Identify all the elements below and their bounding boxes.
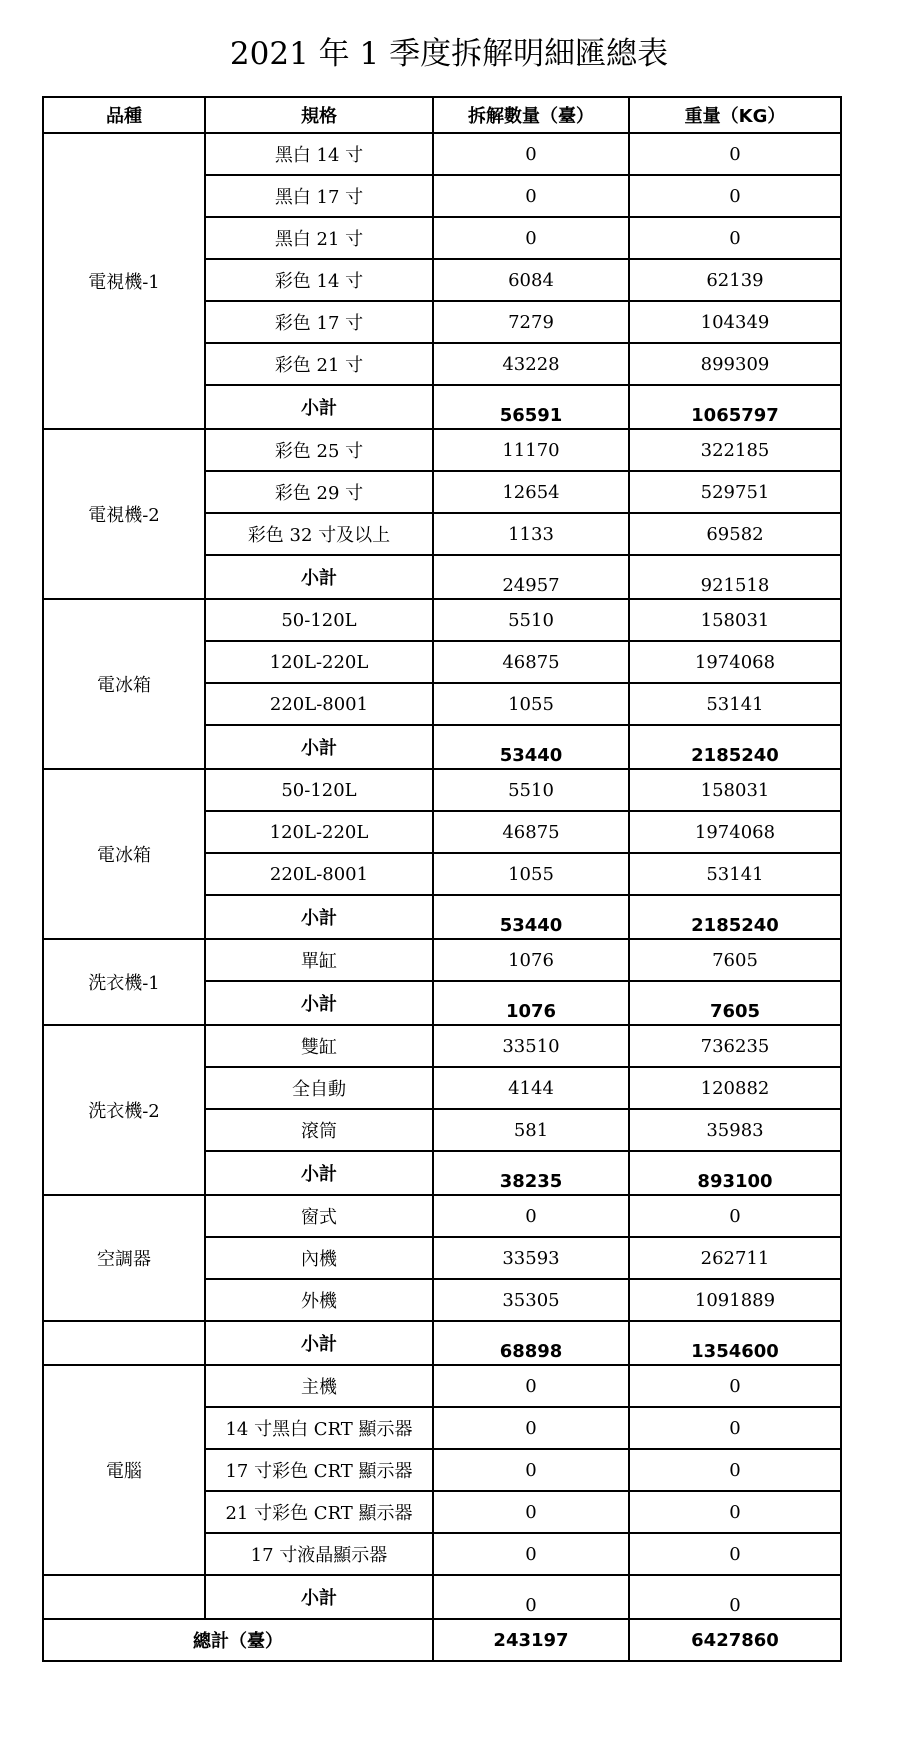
weight-cell: 322185 [629, 429, 841, 471]
spec-cell: 14 寸黑白 CRT 顯示器 [205, 1407, 433, 1449]
spec-cell: 內機 [205, 1237, 433, 1279]
spec-cell: 外機 [205, 1279, 433, 1321]
weight-cell: 0 [629, 133, 841, 175]
weight-cell: 69582 [629, 513, 841, 555]
disassembly-summary-table [42, 96, 842, 1662]
total-label: 總計（臺） [43, 1619, 433, 1661]
spec-cell: 21 寸彩色 CRT 顯示器 [205, 1491, 433, 1533]
spec-cell: 17 寸液晶顯示器 [205, 1533, 433, 1575]
header-quantity: 拆解數量（臺） [433, 97, 629, 133]
quantity-cell: 0 [433, 175, 629, 217]
spec-cell: 單缸 [205, 939, 433, 981]
quantity-cell: 1076 [433, 939, 629, 981]
spec-cell: 220L-8001 [205, 853, 433, 895]
quantity-cell: 33510 [433, 1025, 629, 1067]
subtotal-label: 小計 [205, 981, 433, 1025]
subtotal-label: 小計 [205, 1575, 433, 1619]
quantity-cell: 0 [433, 1365, 629, 1407]
spec-cell: 黑白 14 寸 [205, 133, 433, 175]
quantity-cell: 0 [433, 1491, 629, 1533]
spec-cell: 17 寸彩色 CRT 顯示器 [205, 1449, 433, 1491]
category-cell: 電視機-1 [43, 133, 205, 429]
subtotal-label: 小計 [205, 1321, 433, 1365]
weight-cell: 7605 [629, 939, 841, 981]
spec-cell: 窗式 [205, 1195, 433, 1237]
subtotal-label: 小計 [205, 555, 433, 599]
table-row [43, 429, 841, 471]
category-cell: 電視機-2 [43, 429, 205, 599]
quantity-cell: 7279 [433, 301, 629, 343]
category-cell: 空調器 [43, 1195, 205, 1321]
spec-cell: 雙缸 [205, 1025, 433, 1067]
weight-cell: 262711 [629, 1237, 841, 1279]
category-cell: 洗衣機-1 [43, 939, 205, 1025]
weight-cell: 0 [629, 217, 841, 259]
quantity-cell: 0 [433, 1533, 629, 1575]
quantity-cell: 0 [433, 1407, 629, 1449]
spec-cell: 50-120L [205, 769, 433, 811]
total-quantity: 243197 [433, 1619, 629, 1661]
total-weight: 6427860 [629, 1619, 841, 1661]
subtotal-quantity: 24957 [433, 555, 629, 599]
spec-cell: 彩色 14 寸 [205, 259, 433, 301]
weight-cell: 0 [629, 1365, 841, 1407]
weight-cell: 53141 [629, 853, 841, 895]
subtotal-quantity: 68898 [433, 1321, 629, 1365]
spec-cell: 120L-220L [205, 641, 433, 683]
weight-cell: 53141 [629, 683, 841, 725]
quantity-cell: 46875 [433, 811, 629, 853]
subtotal-quantity: 1076 [433, 981, 629, 1025]
weight-cell: 0 [629, 1533, 841, 1575]
subtotal-weight: 1065797 [629, 385, 841, 429]
table-row [43, 769, 841, 811]
subtotal-quantity: 0 [433, 1575, 629, 1619]
quantity-cell: 0 [433, 1195, 629, 1237]
spec-cell: 彩色 25 寸 [205, 429, 433, 471]
spec-cell: 黑白 21 寸 [205, 217, 433, 259]
weight-cell: 62139 [629, 259, 841, 301]
spec-cell: 彩色 29 寸 [205, 471, 433, 513]
weight-cell: 120882 [629, 1067, 841, 1109]
weight-cell: 0 [629, 175, 841, 217]
subtotal-quantity: 53440 [433, 725, 629, 769]
weight-cell: 529751 [629, 471, 841, 513]
weight-cell: 736235 [629, 1025, 841, 1067]
table-row [43, 939, 841, 981]
table-row [43, 1195, 841, 1237]
spec-cell: 220L-8001 [205, 683, 433, 725]
spec-cell: 120L-220L [205, 811, 433, 853]
subtotal-label: 小計 [205, 1151, 433, 1195]
subtotal-weight: 921518 [629, 555, 841, 599]
quantity-cell: 0 [433, 1449, 629, 1491]
weight-cell: 1974068 [629, 641, 841, 683]
header-row [43, 97, 841, 133]
subtotal-label: 小計 [205, 895, 433, 939]
weight-cell: 0 [629, 1491, 841, 1533]
weight-cell: 0 [629, 1195, 841, 1237]
subtotal-weight: 7605 [629, 981, 841, 1025]
subtotal-weight: 0 [629, 1575, 841, 1619]
table-row [43, 1025, 841, 1067]
weight-cell: 899309 [629, 343, 841, 385]
page-title: 2021 年 1 季度拆解明細匯總表 [229, 36, 669, 72]
table-row [43, 1365, 841, 1407]
table-row [43, 599, 841, 641]
spec-cell: 全自動 [205, 1067, 433, 1109]
total-row [43, 1619, 841, 1661]
subtotal-weight: 893100 [629, 1151, 841, 1195]
quantity-cell: 46875 [433, 641, 629, 683]
weight-cell: 104349 [629, 301, 841, 343]
quantity-cell: 1055 [433, 683, 629, 725]
subtotal-weight: 1354600 [629, 1321, 841, 1365]
quantity-cell: 6084 [433, 259, 629, 301]
spec-cell: 彩色 17 寸 [205, 301, 433, 343]
subtotal-weight: 2185240 [629, 725, 841, 769]
spec-cell: 彩色 21 寸 [205, 343, 433, 385]
header-category: 品種 [43, 97, 205, 133]
spec-cell: 50-120L [205, 599, 433, 641]
quantity-cell: 12654 [433, 471, 629, 513]
subtotal-label: 小計 [205, 385, 433, 429]
quantity-cell: 1133 [433, 513, 629, 555]
quantity-cell: 4144 [433, 1067, 629, 1109]
category-cell: 電冰箱 [43, 769, 205, 939]
subtotal-quantity: 56591 [433, 385, 629, 429]
spec-cell: 黑白 17 寸 [205, 175, 433, 217]
subtotal-label: 小計 [205, 725, 433, 769]
category-cell: 電腦 [43, 1365, 205, 1575]
table-body [43, 97, 841, 1661]
quantity-cell: 5510 [433, 769, 629, 811]
weight-cell: 158031 [629, 769, 841, 811]
subtotal-weight: 2185240 [629, 895, 841, 939]
empty-category-cell [43, 1575, 205, 1619]
subtotal-quantity: 53440 [433, 895, 629, 939]
category-cell: 電冰箱 [43, 599, 205, 769]
subtotal-row [43, 1575, 841, 1619]
subtotal-row [43, 1321, 841, 1365]
quantity-cell: 581 [433, 1109, 629, 1151]
weight-cell: 0 [629, 1407, 841, 1449]
table-row [43, 133, 841, 175]
quantity-cell: 0 [433, 133, 629, 175]
quantity-cell: 0 [433, 217, 629, 259]
quantity-cell: 43228 [433, 343, 629, 385]
subtotal-quantity: 38235 [433, 1151, 629, 1195]
quantity-cell: 5510 [433, 599, 629, 641]
quantity-cell: 33593 [433, 1237, 629, 1279]
weight-cell: 1974068 [629, 811, 841, 853]
weight-cell: 35983 [629, 1109, 841, 1151]
header-spec: 規格 [205, 97, 433, 133]
spec-cell: 彩色 32 寸及以上 [205, 513, 433, 555]
category-cell: 洗衣機-2 [43, 1025, 205, 1195]
header-weight: 重量（KG） [629, 97, 841, 133]
spec-cell: 主機 [205, 1365, 433, 1407]
weight-cell: 158031 [629, 599, 841, 641]
quantity-cell: 1055 [433, 853, 629, 895]
quantity-cell: 35305 [433, 1279, 629, 1321]
empty-category-cell [43, 1321, 205, 1365]
quantity-cell: 11170 [433, 429, 629, 471]
weight-cell: 1091889 [629, 1279, 841, 1321]
spec-cell: 滾筒 [205, 1109, 433, 1151]
weight-cell: 0 [629, 1449, 841, 1491]
